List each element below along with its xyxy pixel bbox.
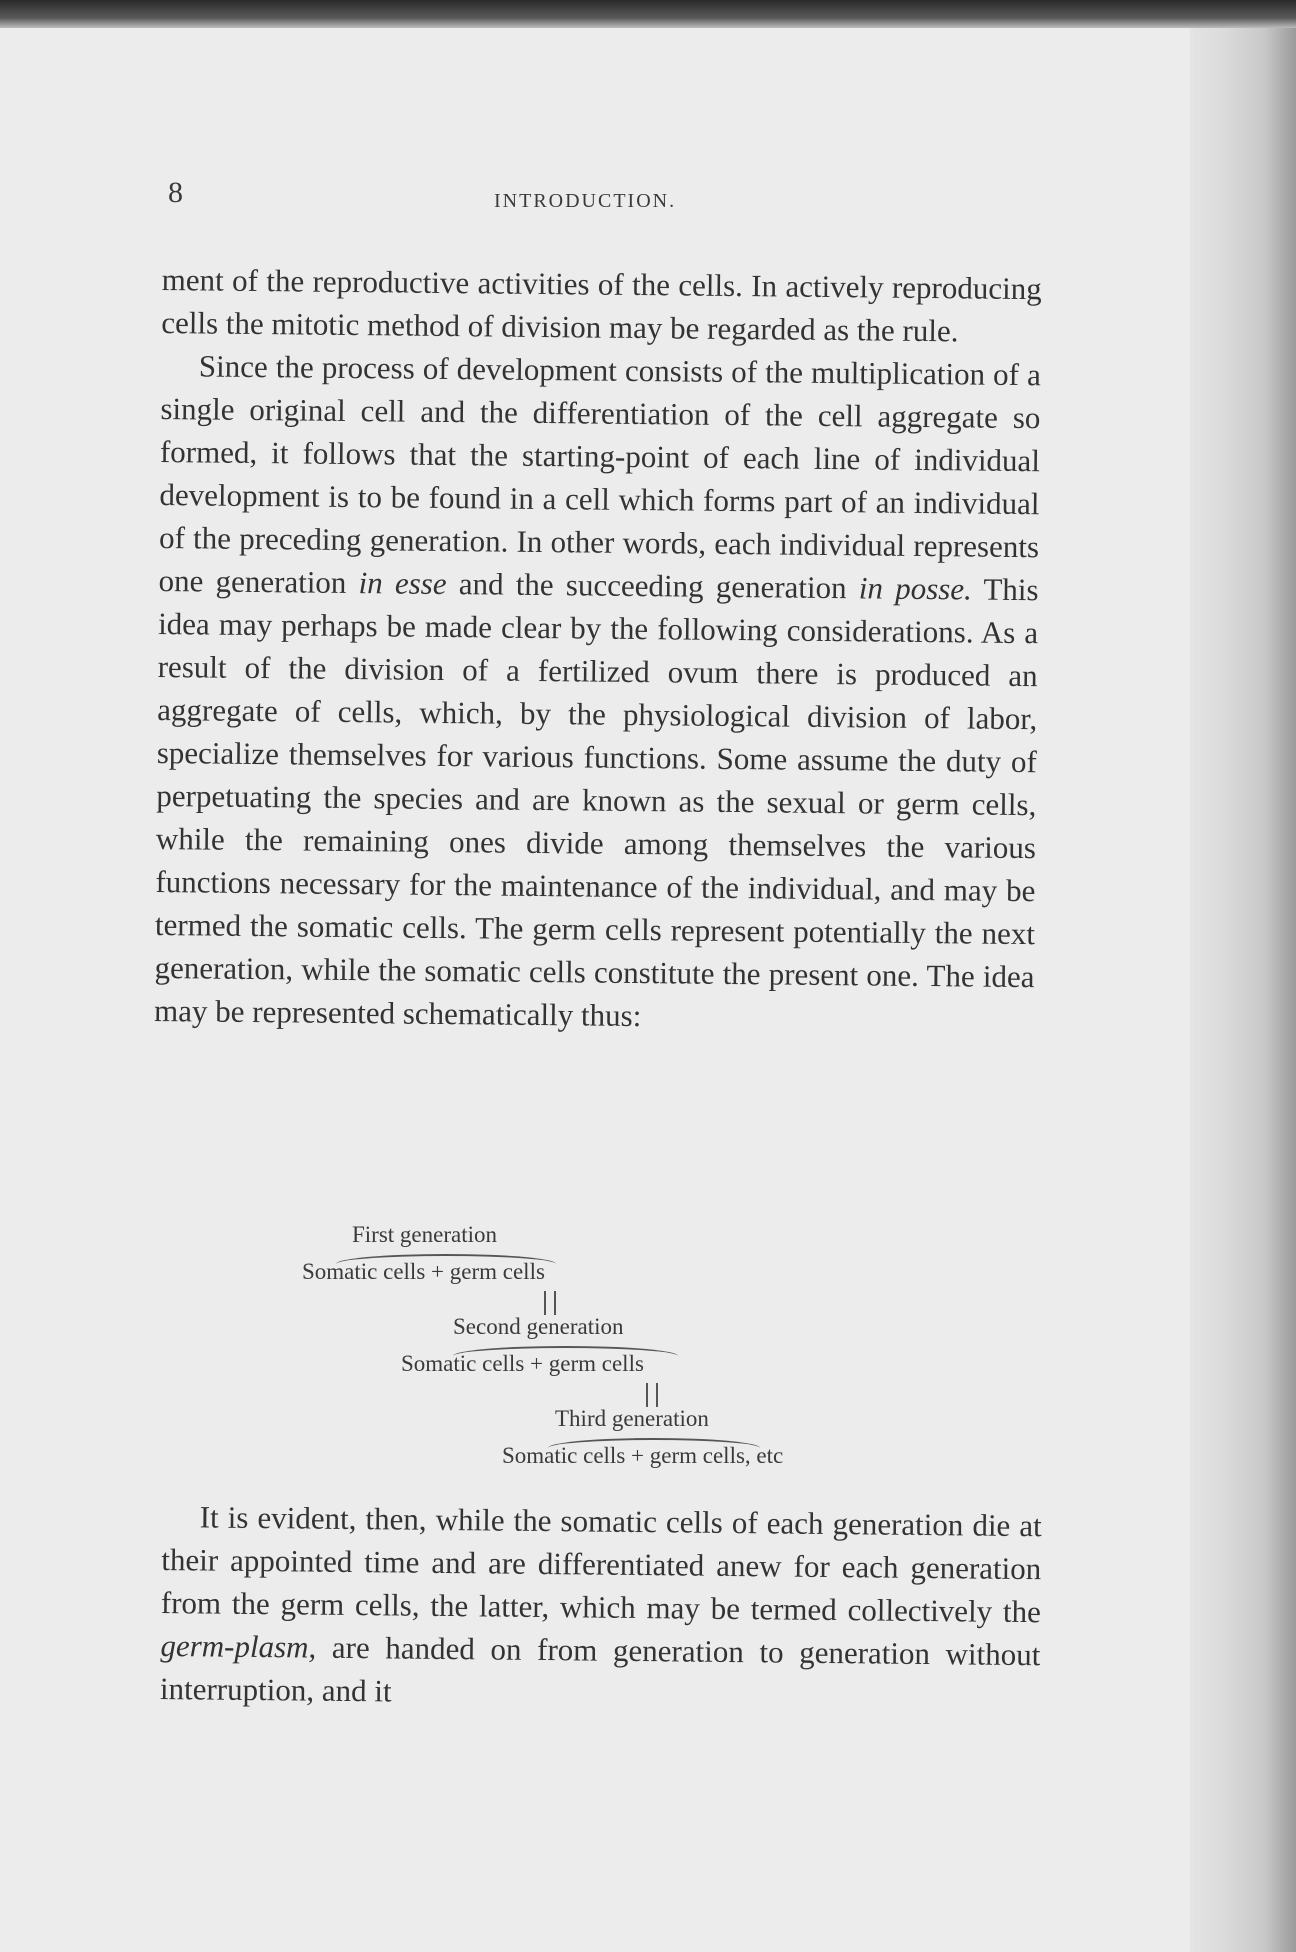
paragraph-2-part-c: This idea may perhaps be made clear by the following considerations. As a result of the division of a fertilized ovum there is produced an aggregate of cells, which, by the physiological division of labor, specialize themselves for various functions. Some assume the duty of perpetuating the species and are known as the sexual or germ cells, while the remaining ones divide among themselves the various functions necessary for the maintenance of the individual, and may be termed the somatic cells. The germ cells represent potentially the next generation, while the somatic cells constitute the present one. The idea may be represented schematically thus: <box>153 571 1039 1034</box>
paragraph-3 <box>160 1495 1042 1719</box>
book-right-edge <box>1190 28 1296 1952</box>
paragraph-2 <box>154 344 1041 1041</box>
scheme-cells-3: Somatic cells + germ cells, etc <box>502 1443 784 1468</box>
running-head: INTRODUCTION. <box>494 190 677 212</box>
paragraph-2-part-b: and the succeeding generation <box>446 565 860 606</box>
scheme-first-generation: First generation <box>352 1222 497 1247</box>
scheme-cells-1: Somatic cells + germ cells <box>302 1259 545 1284</box>
paragraph-2-part-a: Since the process of development consists of the multiplication of a single original cell and the differentiation of the cell aggregate so formed, it follows that the starting-point of each line of individual development is to be found in a cell which forms part of an individual of the preceding generation. In other words, each individual represents one generation <box>158 348 1042 601</box>
term-germ-plasm: germ-plasm, <box>160 1627 317 1665</box>
page-number: 8 <box>168 176 183 209</box>
book-top-edge <box>0 0 1296 30</box>
latin-in-posse: in posse. <box>858 570 972 607</box>
scheme-equals-2 <box>646 1383 658 1407</box>
paragraph-3-part-a: It is evident, then, while the somatic cells of each generation die at their appointed time and are differentiated anew for each generation from the germ cells, the latter, which may be termed collectively the <box>160 1499 1042 1630</box>
scheme-second-generation: Second generation <box>453 1314 624 1339</box>
latin-in-esse: in esse <box>358 565 447 601</box>
scheme-cells-2: Somatic cells + germ cells <box>401 1351 644 1376</box>
body-text-top <box>154 258 1042 1041</box>
scheme-third-generation: Third generation <box>555 1406 709 1431</box>
paragraph-1: ment of the reproductive activities of the cells. In actively reproducing cells the mitotic method of division may be regarded as the rule. <box>161 261 1042 349</box>
body-text-bottom <box>160 1495 1042 1719</box>
paragraph-3-part-b: are handed on from generation to generation without interruption, and it <box>159 1629 1041 1709</box>
page-header <box>168 170 1068 220</box>
scheme-equals-1 <box>544 1291 556 1315</box>
